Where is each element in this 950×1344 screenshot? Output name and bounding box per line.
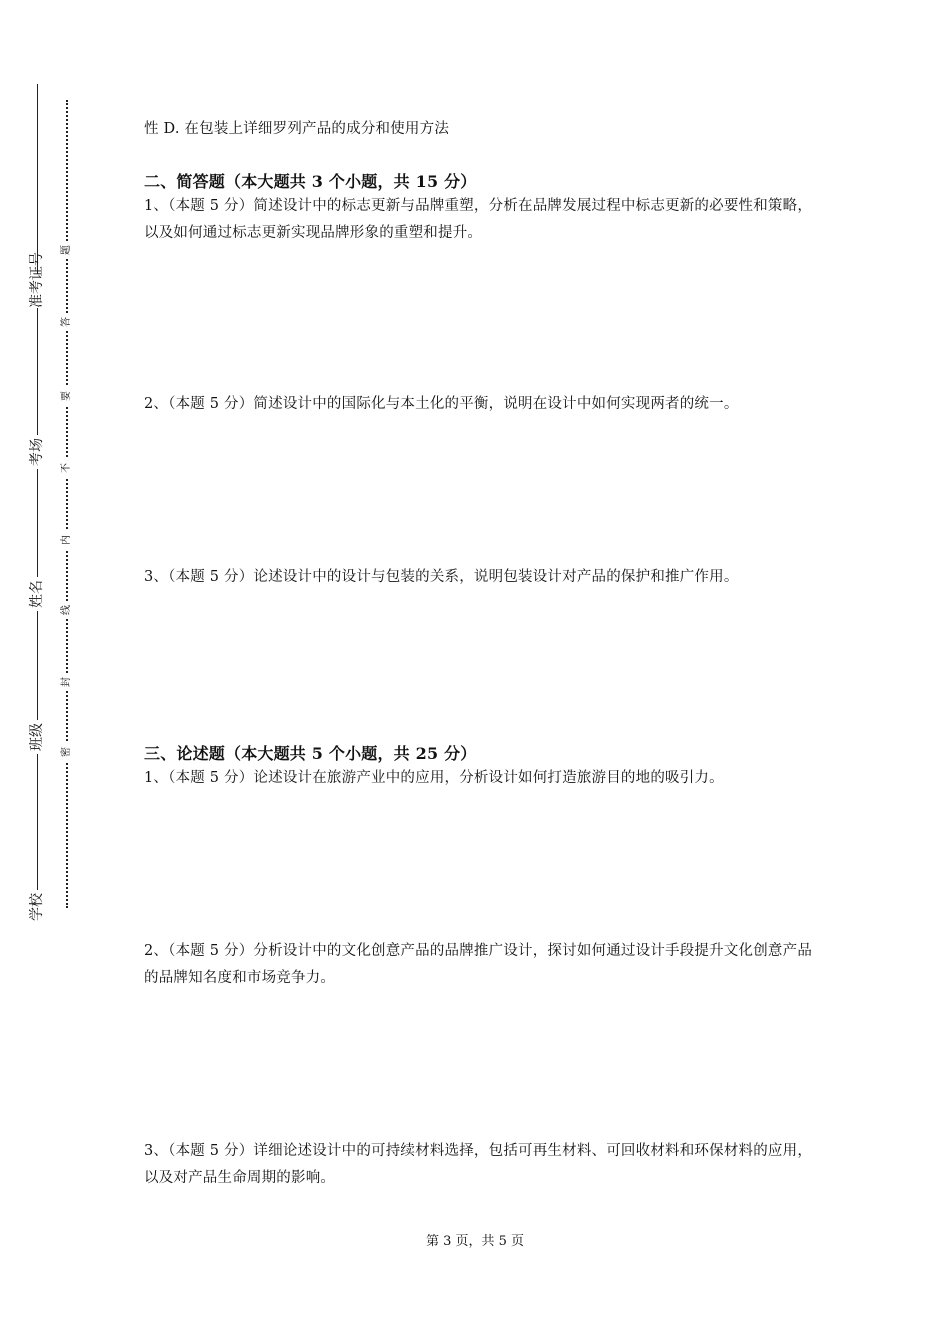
binding-label-exam-number: 准考证号 (29, 252, 45, 308)
previous-option-line: 性 D. 在包装上详细罗列产品的成分和使用方法 (144, 121, 450, 137)
question-3-2: 2、（本题 5 分）分析设计中的文化创意产品的品牌推广设计，探讨如何通过设计手段提升文化创意产品的品牌知名度和市场竞争力。 (144, 943, 813, 986)
seal-char: 答 (61, 313, 73, 331)
seal-char: 内 (61, 531, 73, 549)
seal-dotted-line (66, 100, 68, 908)
binding-label-exam-room: 考场 (30, 435, 44, 469)
binding-label-class: 班级 (30, 720, 44, 754)
seal-char: 封 (61, 673, 73, 691)
seal-char: 题 (61, 241, 73, 259)
seal-char: 线 (61, 601, 73, 619)
question-2-1: 1、（本题 5 分）简述设计中的标志更新与品牌重塑，分析在品牌发展过程中标志更新的必要性和策略，以及如何通过标志更新实现品牌形象的重塑和提升。 (144, 198, 813, 241)
section-2-heading: 二、简答题（本大题共 3 个小题，共 15 分） (144, 172, 477, 191)
question-3-1: 1、（本题 5 分）论述设计在旅游产业中的应用，分析设计如何打造旅游目的地的吸引力。 (144, 770, 724, 786)
binding-label-school: 学校 (30, 890, 44, 924)
seal-char: 不 (61, 459, 73, 477)
binding-label-name: 姓名 (30, 577, 44, 611)
seal-char: 密 (61, 743, 73, 761)
seal-char: 要 (61, 387, 73, 405)
question-2-2: 2、（本题 5 分）简述设计中的国际化与本土化的平衡，说明在设计中如何实现两者的统一。 (144, 396, 739, 412)
section-3-heading: 三、论述题（本大题共 5 个小题，共 25 分） (144, 744, 477, 763)
question-2-3: 3、（本题 5 分）论述设计中的设计与包装的关系，说明包装设计对产品的保护和推广作用。 (144, 569, 739, 585)
question-3-3: 3、（本题 5 分）详细论述设计中的可持续材料选择，包括可再生材料、可回收材料和环保材料的应用，以及对产品生命周期的影响。 (144, 1143, 813, 1186)
binding-rule (37, 84, 38, 924)
page-footer: 第 3 页，共 5 页 (425, 1234, 525, 1249)
